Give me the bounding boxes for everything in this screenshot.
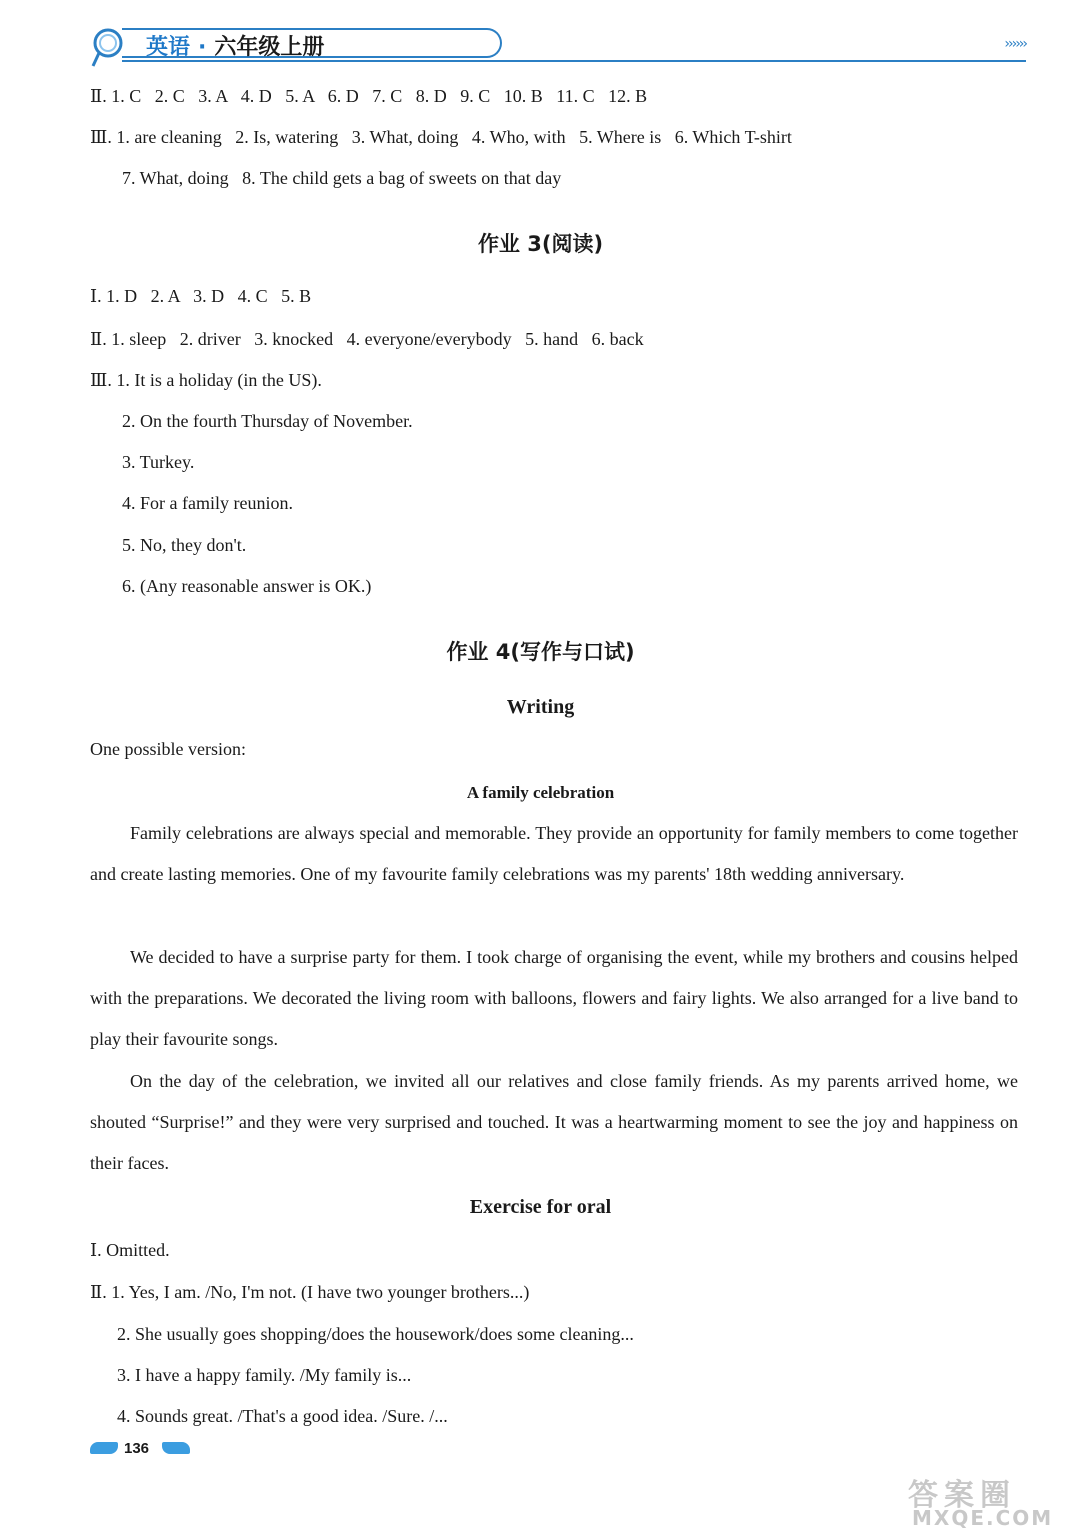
reading-row-3-6: 6. (Any reasonable answer is OK.) [122,576,372,596]
magnifier-icon [90,26,126,70]
writing-heading: Writing [506,696,575,718]
footer-left-decoration [90,1442,118,1454]
oral-row-1: Ⅰ. Omitted. [90,1240,170,1260]
reading-row-3-2: 2. On the fourth Thursday of November. [122,411,413,431]
book-title [146,30,324,61]
reading-row-3-5: 5. No, they don't. [122,535,247,555]
header-rule [122,60,1026,62]
watermark-logo [900,1470,1070,1530]
possible-version-label: One possible version: [90,739,246,759]
oral-row-2-4: 4. Sounds great. /That's a good idea. /Sure. /... [117,1406,448,1426]
page-number: 136 [124,1440,150,1457]
watermark-url: MXQE.COM [912,1506,1054,1530]
oral-heading: Exercise for oral [469,1196,612,1218]
watermark-text: 答案圈 [908,1478,1016,1513]
reading-row-3: Ⅲ. 1. It is a holiday (in the US). [90,370,322,390]
answer-row-3-cont: 7. What, doing 8. The child gets a bag of sweets on that day [122,168,562,188]
footer-right-decoration [162,1442,190,1454]
reading-row-3-4: 4. For a family reunion. [122,493,293,513]
reading-row-3-3: 3. Turkey. [122,452,195,472]
essay-paragraph-1: Family celebrations are always special and memorable. They provide an opportunity for family members to come together and create lasting memories. One of my favourite family celebrations was my parents' 18th wedding anniversary. [90,823,1018,884]
section-heading-4: 作业 4(写作与口试) [446,640,635,664]
subject-label: 英语 [146,35,191,60]
page-header [88,22,1028,72]
oral-row-2: Ⅱ. 1. Yes, I am. /No, I'm not. (I have two younger brothers...) [90,1282,530,1302]
answer-row-3: Ⅲ. 1. are cleaning 2. Is, watering 3. What, doing 4. Who, with 5. Where is 6. Which T-shirt [90,127,792,147]
grade-label: 六年级上册 [214,35,325,60]
oral-row-2-2: 2. She usually goes shopping/does the housework/does some cleaning... [117,1324,634,1344]
essay-paragraph-2: We decided to have a surprise party for them. I took charge of organising the event, while my brothers and cousins helped with the preparations. We decorated the living room with balloons, flowers and fairy lights. We also arranged for a live band to play their favourite songs. [90,947,1018,1049]
arrows-decoration: ›››››› [1004,36,1026,52]
reading-row-1: Ⅰ. 1. D 2. A 3. D 4. C 5. B [90,286,312,306]
reading-row-2: Ⅱ. 1. sleep 2. driver 3. knocked 4. everyone/everybody 5. hand 6. back [90,329,644,349]
answer-row-2: Ⅱ. 1. C 2. C 3. A 4. D 5. A 6. D 7. C 8. D 9. C 10. B 11. C 12. B [90,86,648,106]
oral-row-2-3: 3. I have a happy family. /My family is... [117,1365,412,1385]
section-heading-3: 作业 3(阅读) [477,232,604,256]
essay-paragraph-3: On the day of the celebration, we invited all our relatives and close family friends. As my parents arrived home, we shouted “Surprise!” and they were very surprised and touched. It was a heartwarming moment to see the joy and happiness on their faces. [90,1071,1018,1173]
title-dot: · [198,35,207,60]
essay-title: A family celebration [466,783,615,802]
